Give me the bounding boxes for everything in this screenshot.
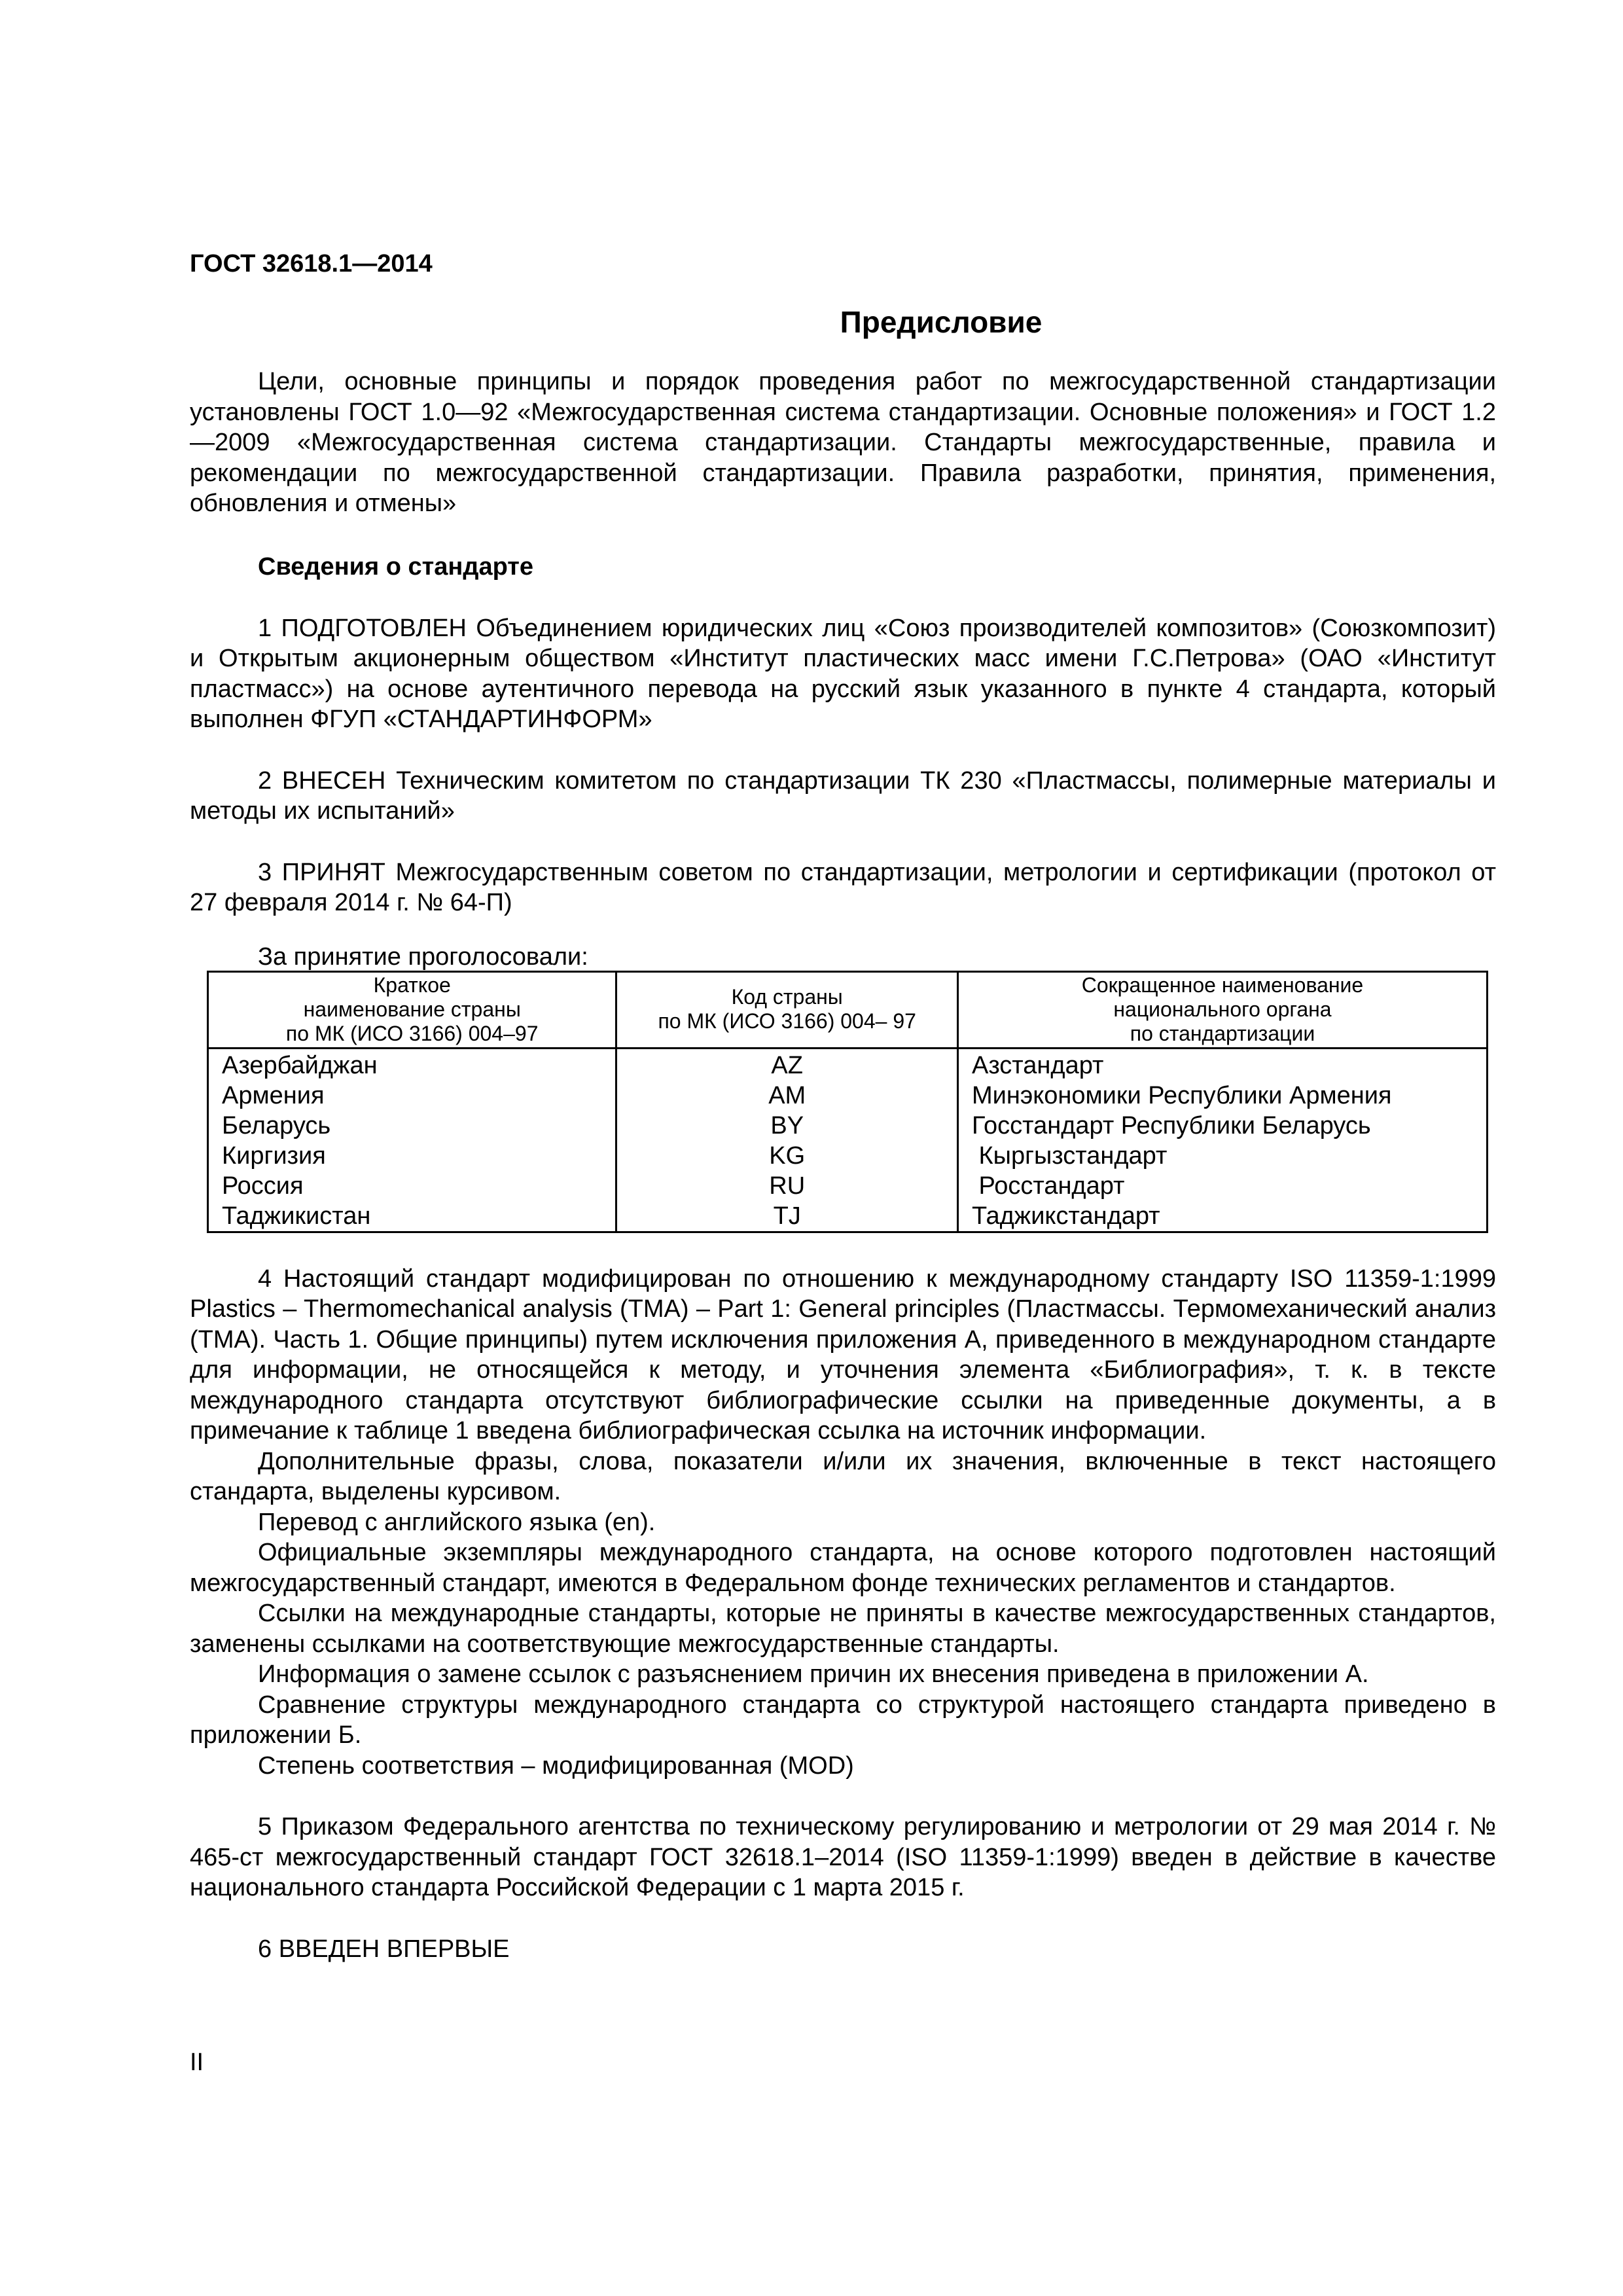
standards-body-cell: Азстандарт	[957, 1048, 1487, 1081]
header-line: по МК (ИСО 3166) 004– 97	[658, 1009, 916, 1033]
table-row	[208, 1048, 1488, 1081]
item-4-paragraph: 4 Настоящий стандарт модифицирован по отношению к международному стандарту ISO 11359-1:1999 Plastics – Thermomechanical analysis (TMA) – Part 1: General principles (Пластмассы. Термомеханический анализ (ТМА). Часть 1. Общие принципы) путем исключения приложения А, приведенного в международном стандарте для информации, не относящейся к методу, и уточнения элемента «Библиография», т. к. в тексте международного стандарта отсутствуют библиографические ссылки на приведенные документы, а в примечание к таблице 1 введена библиографическая ссылка на источник информации.	[190, 1265, 1496, 1444]
country-name-cell: Армения	[208, 1081, 616, 1111]
country-code-cell: RU	[616, 1171, 958, 1201]
item-4-note: Степень соответствия – модифицированная (MOD)	[258, 1751, 854, 1780]
voting-table	[207, 971, 1488, 1233]
item-4-note: Официальные экземпляры международного стандарта, на основе которого подготовлен настоящий межгосударственный стандарт, имеются в Федеральном фонде технических регламентов и стандартов.	[190, 1539, 1496, 1597]
country-code-cell: TJ	[616, 1201, 958, 1232]
table-header-row	[208, 971, 1488, 1048]
country-name-cell: Азербайджан	[208, 1048, 616, 1081]
country-name-cell: Таджикистан	[208, 1201, 616, 1232]
standards-body-cell: Госстандарт Республики Беларусь	[957, 1111, 1487, 1141]
standards-body-cell: Таджикстандарт	[957, 1201, 1487, 1232]
country-code-cell: AZ	[616, 1048, 958, 1081]
page-title: Предисловие	[840, 305, 1043, 339]
item-4-note: Сравнение структуры международного стандарта со структурой настоящего стандарта приведено в приложении Б.	[190, 1691, 1496, 1749]
item-3-paragraph: 3 ПРИНЯТ Межгосударственным советом по стандартизации, метрологии и сертификации (протокол от 27 февраля 2014 г. № 64-П)	[190, 858, 1496, 916]
document-id: ГОСТ 32618.1—2014	[190, 250, 433, 278]
item-1-paragraph: 1 ПОДГОТОВЛЕН Объединением юридических лиц «Союз производителей композитов» (Союзкомпозит) и Открытым акционерным обществом «Институт пластических масс имени Г.С.Петрова» (ОАО «Институт пластмасс») на основе аутентичного перевода на русский язык указанного в пункте 4 стандарта, который выполнен ФГУП «СТАНДАРТИНФОРМ»	[190, 614, 1496, 733]
item-4-note: Информация о замене ссылок с разъяснением причин их внесения приведена в приложении А.	[258, 1660, 1369, 1688]
header-standards-body	[957, 971, 1487, 1048]
header-line: Код страны	[731, 985, 843, 1009]
country-code-cell: BY	[616, 1111, 958, 1141]
header-line: наименование страны	[303, 997, 521, 1021]
standards-body-cell: Минэкономики Республики Армения	[957, 1081, 1487, 1111]
country-name-cell: Киргизия	[208, 1141, 616, 1171]
standards-body-cell: Росстандарт	[957, 1171, 1487, 1201]
item-4-note: Дополнительные фразы, слова, показатели и/или их значения, включенные в текст настоящего стандарта, выделены курсивом.	[190, 1447, 1496, 1505]
country-code-cell: KG	[616, 1141, 958, 1171]
header-line: по стандартизации	[1130, 1021, 1315, 1045]
header-line: национального органа	[1113, 997, 1332, 1021]
info-heading: Сведения о стандарте	[258, 552, 534, 581]
country-name-cell: Беларусь	[208, 1111, 616, 1141]
item-4-note: Ссылки на международные стандарты, которые не приняты в качестве межгосударственных стандартов, заменены ссылками на соответствующие межгосударственные стандарты.	[190, 1600, 1496, 1658]
table-row	[208, 1141, 1488, 1171]
header-line: Сокращенное наименование	[1081, 973, 1364, 997]
header-country-code	[616, 971, 958, 1048]
item-4-note: Перевод с английского языка (en).	[258, 1508, 656, 1536]
header-country-name	[208, 971, 616, 1048]
country-code-cell: AM	[616, 1081, 958, 1111]
table-row	[208, 1081, 1488, 1111]
header-line: Краткое	[373, 973, 451, 997]
table-row	[208, 1201, 1488, 1232]
country-name-cell: Россия	[208, 1171, 616, 1201]
item-6-paragraph: 6 ВВЕДЕН ВПЕРВЫЕ	[258, 1935, 510, 1963]
header-line: по МК (ИСО 3166) 004–97	[285, 1021, 539, 1045]
item-2-paragraph: 2 ВНЕСЕН Техническим комитетом по стандартизации ТК 230 «Пластмассы, полимерные материалы и методы их испытаний»	[190, 766, 1496, 825]
document-page	[190, 236, 1496, 1964]
standards-body-cell: Кыргызстандарт	[957, 1141, 1487, 1171]
item-5-paragraph: 5 Приказом Федерального агентства по техническому регулированию и метрологии от 29 мая 2014 г. № 465-ст межгосударственный стандарт ГОСТ 32618.1–2014 (ISO 11359-1:1999) введен в действие в качестве национального стандарта Российской Федерации с 1 марта 2015 г.	[190, 1813, 1496, 1901]
table-row	[208, 1111, 1488, 1141]
table-row	[208, 1171, 1488, 1201]
page-number: II	[190, 2049, 204, 2076]
table-caption: За принятие проголосовали:	[258, 942, 588, 971]
intro-paragraph: Цели, основные принципы и порядок проведения работ по межгосударственной стандартизации установлены ГОСТ 1.0—92 «Межгосударственная система стандартизации. Основные положения» и ГОСТ 1.2—2009 «Межгосударственная система стандартизации. Стандарты межгосударственные, правила и рекомендации по межгосударственной стандартизации. Правила разработки, принятия, применения, обновления и отмены»	[190, 368, 1496, 517]
